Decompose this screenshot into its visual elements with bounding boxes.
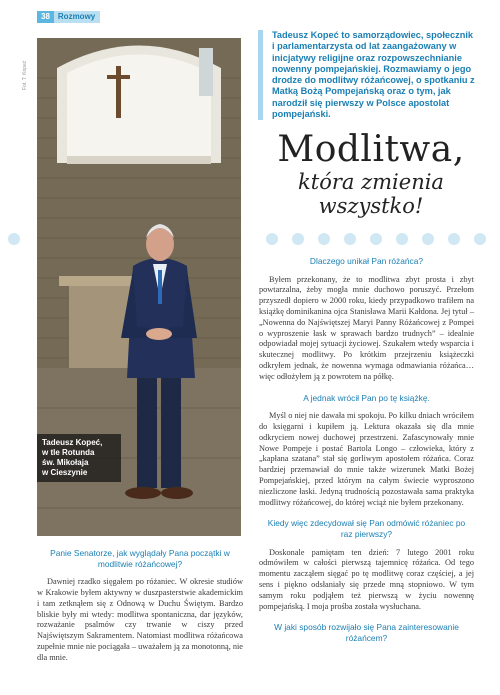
interview-answer: Dawniej rzadko sięgałem po różaniec. W okresie studiów w Krakowie byłem aktywny w duszpasterstwie akademickim i tam zetknąłem się z Odnową w Duchu Świętym. Bardzo bliskie były mi wtedy: modlitwa spontaniczna, dar języków, rozważanie psalmów czy trwanie w ciszy przed Najświętszym Sakramentem. Natomiast modlitwa różańcowa zupełnie mnie nie pociągała – uważałem ją za monotonną, nie dla mnie. <box>37 577 243 662</box>
title-line-1: Modlitwa, <box>277 129 465 170</box>
interview-question: Panie Senatorze, jak wyglądały Pana początki w modlitwie różańcowej? <box>50 548 230 569</box>
right-column <box>259 256 474 651</box>
divider-dot <box>474 233 486 245</box>
caption-line: w Cieszynie <box>42 468 88 477</box>
photo-caption <box>37 434 121 482</box>
page-number: 38 <box>37 11 54 23</box>
divider-dot <box>396 233 408 245</box>
divider-dot <box>292 233 304 245</box>
caption-line: w tle Rotunda <box>42 448 95 457</box>
interview-question: A jednak wrócił Pan po tę książkę. <box>303 392 430 403</box>
divider-dot <box>344 233 356 245</box>
caption-line: św. Mikołaja <box>42 458 89 467</box>
interview-answer: Doskonale pamiętam ten dzień: 7 lutego 2001 roku odmówiłem w całości pierwszą tajemnicę różańca. Od tego momentu zacząłem sięgać po tę modlitwę coraz częściej, a jej sens i piękno odsłaniały się przede mną stopniowo. W tym samym roku podjąłem też pierwszą w życiu nowennę pompejańską. I moja prośba została wysłuchana. <box>259 547 474 611</box>
dotted-divider <box>0 233 500 245</box>
divider-dot <box>318 233 330 245</box>
section-name: Rozmowy <box>57 12 96 21</box>
divider-dot <box>8 233 20 245</box>
interview-question: W jaki sposób rozwijało się Pana zainteresowanie różańcem? <box>274 622 459 643</box>
interview-question: Kiedy więc zdecydował się Pan odmówić różaniec po raz pierwszy? <box>267 518 466 539</box>
lead-text: Tadeusz Kopeć to samorządowiec, społecznik i parlamentarzysta od lat zaangażowany w inicjatywy religijne oraz rozpowszechnianie nowenny pompejańskiej. Rozmawiamy o jego drodze do modlitwy różańcowej, o spotkaniu z Matką Bożą Pompejańską oraz o tym, jak narodził się pierwszy w Polsce apostolat pompejański. <box>272 30 475 120</box>
photo-credit: Fot. T. Kopeć <box>22 60 28 90</box>
title-line-2: która zmienia <box>298 170 444 194</box>
interview-answer: Myśl o niej nie dawała mi spokoju. Po kilku dniach wróciłem do księgarni i kupiłem ją. Lektura okazała się dla mnie odkryciem nowej duchowej przestrzeni. Zafascynowały mnie Nowe Pompeje i postać Bartola Longo – człowieka, który z „kapłana szatana” stał się gorliwym apostołem różańca. Coraz bardziej przemawiał do mnie także wizerunek Matki Bożej Pompejańskiej, przed którym na całym świecie wyproszono niezliczone łaski. Jedyną trudnością pozostawała sama praktyka modlitwy różańcowej, do której wciąż nie byłem przekonany. <box>259 411 474 507</box>
interview-answer: Byłem przekonany, że to modlitwa zbyt prosta i zbyt powtarzalna, żeby mogła mnie duchowo poruszyć. Przełom przyszedł dopiero w 2000 roku, kiedy przypadkowo trafiłem na książkę dominikanina ojca Stanisława Marii Kałdona. Jej tytuł – „Nowenna do Najświętszej Maryi Panny Różańcowej z Pompei o wyproszenie łask w sprawach bardzo trudnych” – idealnie odpowiadał mojej sytuacji życiowej. Szukałem wtedy wsparcia i skutecznej modlitwy. Po krótkim przejrzeniu książeczki odkryłem jednak, że nowenna wymaga odmawiania różańca… więc odłożyłem ją z powrotem na półkę. <box>259 274 474 381</box>
lead-paragraph <box>258 30 476 120</box>
title-line-3: wszystko! <box>318 194 424 218</box>
divider-dot <box>266 233 278 245</box>
divider-dot <box>370 233 382 245</box>
article-title <box>256 130 486 218</box>
divider-dot <box>422 233 434 245</box>
interview-question: Dlaczego unikał Pan różańca? <box>309 256 424 266</box>
caption-line: Tadeusz Kopeć, <box>42 438 103 447</box>
left-column <box>37 548 243 674</box>
section-tag <box>37 11 100 23</box>
divider-dot <box>448 233 460 245</box>
